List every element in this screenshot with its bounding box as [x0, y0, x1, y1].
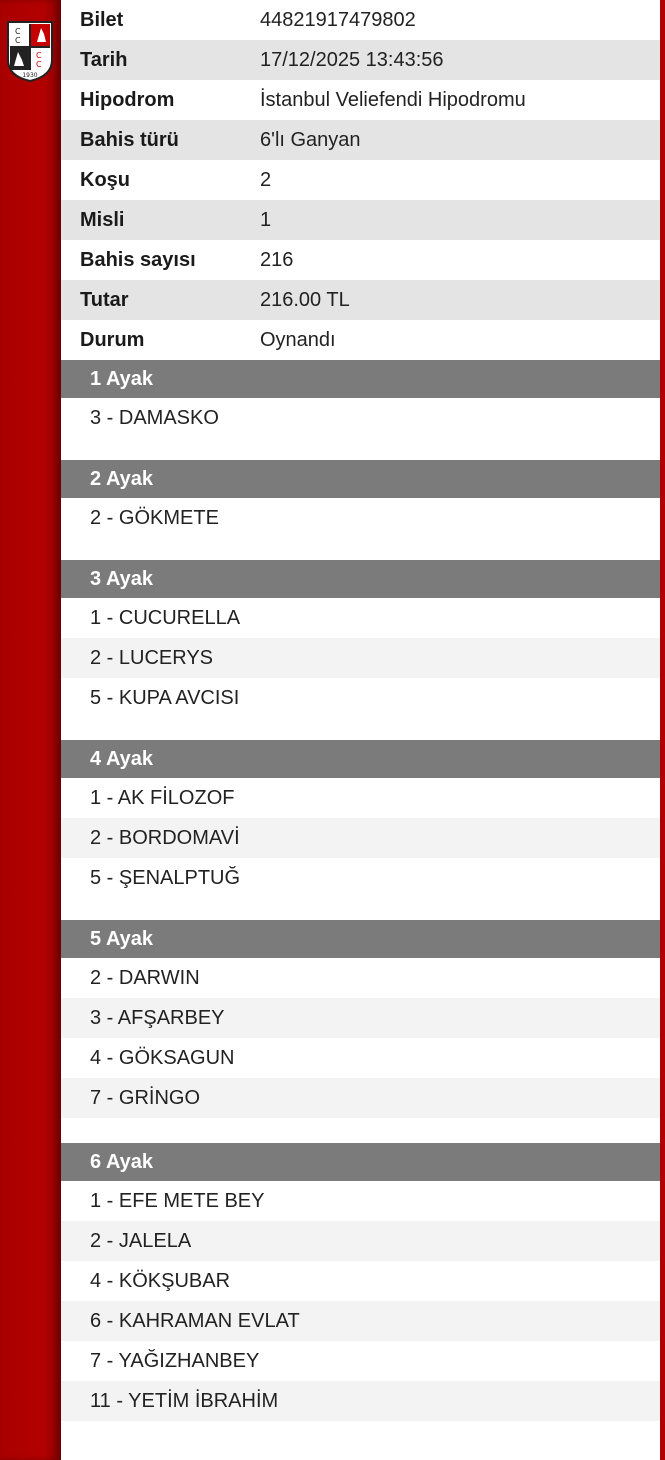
leg-header: 1 Ayak	[61, 360, 660, 398]
info-row	[61, 200, 660, 240]
runner-item: 4 - GÖKSAGUN	[90, 1047, 235, 1069]
runner-item: 2 - JALELA	[61, 1221, 660, 1261]
legs-section	[61, 360, 660, 1421]
runner-item: 2 - DARWIN	[90, 967, 200, 989]
runner-item: 7 - GRİNGO	[61, 1078, 660, 1118]
svg-text:C: C	[36, 51, 42, 60]
runner-item: 2 - GÖKMETE	[90, 507, 219, 529]
info-row	[61, 0, 660, 40]
runner-item: 1 - AK FİLOZOF	[90, 787, 235, 809]
info-label: Durum	[80, 329, 145, 351]
runner-item: 1 - EFE METE BEY	[90, 1190, 265, 1212]
info-label: Tarih	[80, 49, 128, 71]
info-value: 2	[260, 169, 272, 191]
svg-text:C: C	[15, 27, 21, 36]
right-edge-strip	[660, 0, 665, 1460]
info-value: 216.00 TL	[260, 289, 350, 311]
ticket-detail	[61, 0, 660, 1460]
runner-item: 4 - KÖKŞUBAR	[90, 1270, 231, 1292]
leg-spacer	[61, 538, 660, 560]
runner-item: 2 - LUCERYS	[61, 638, 660, 678]
info-value: 17/12/2025 13:43:56	[260, 49, 444, 71]
info-label: Hipodrom	[80, 89, 175, 111]
leg-spacer	[61, 1118, 660, 1143]
info-value: 1	[260, 209, 272, 231]
runner-item: 7 - YAĞIZHANBEY	[90, 1350, 260, 1372]
info-label: Koşu	[80, 169, 130, 191]
info-row	[61, 240, 660, 280]
info-row	[61, 80, 660, 120]
runner-item: 2 - BORDOMAVİ	[61, 818, 660, 858]
leg-spacer	[61, 898, 660, 920]
leg-header: 6 Ayak	[61, 1143, 660, 1181]
info-label: Tutar	[80, 289, 129, 311]
info-row	[61, 40, 660, 80]
crest-year: 1930	[22, 72, 38, 79]
runner-item: 5 - ŞENALPTUĞ	[90, 867, 241, 889]
leg-header: 4 Ayak	[61, 740, 660, 778]
info-value: 44821917479802	[260, 9, 416, 31]
svg-text:C: C	[36, 60, 42, 69]
runner-item: 11 - YETİM İBRAHİM	[61, 1381, 660, 1421]
info-row	[61, 280, 660, 320]
runner-item: 1 - CUCURELLA	[90, 607, 241, 629]
club-crest-icon	[6, 20, 54, 82]
info-value: İstanbul Veliefendi Hipodromu	[260, 89, 526, 111]
info-label: Bilet	[80, 9, 124, 31]
info-value: 6'lı Ganyan	[260, 129, 361, 151]
info-row	[61, 320, 660, 360]
runner-item: 5 - KUPA AVCISI	[90, 687, 240, 709]
info-row	[61, 120, 660, 160]
runner-item: 3 - DAMASKO	[90, 407, 219, 429]
leg-header: 5 Ayak	[61, 920, 660, 958]
runner-item: 6 - KAHRAMAN EVLAT	[61, 1301, 660, 1341]
leg-spacer	[61, 718, 660, 740]
svg-text:C: C	[15, 36, 21, 45]
left-sidebar	[0, 0, 61, 1460]
info-label: Bahis sayısı	[80, 249, 196, 271]
leg-header: 2 Ayak	[61, 460, 660, 498]
info-value: 216	[260, 249, 294, 271]
ticket-info-table	[61, 0, 660, 360]
runner-item: 3 - AFŞARBEY	[61, 998, 660, 1038]
info-label: Bahis türü	[80, 129, 179, 151]
leg-spacer	[61, 438, 660, 460]
info-row	[61, 160, 660, 200]
info-label: Misli	[80, 209, 125, 231]
info-value: Oynandı	[260, 329, 336, 351]
leg-header: 3 Ayak	[61, 560, 660, 598]
